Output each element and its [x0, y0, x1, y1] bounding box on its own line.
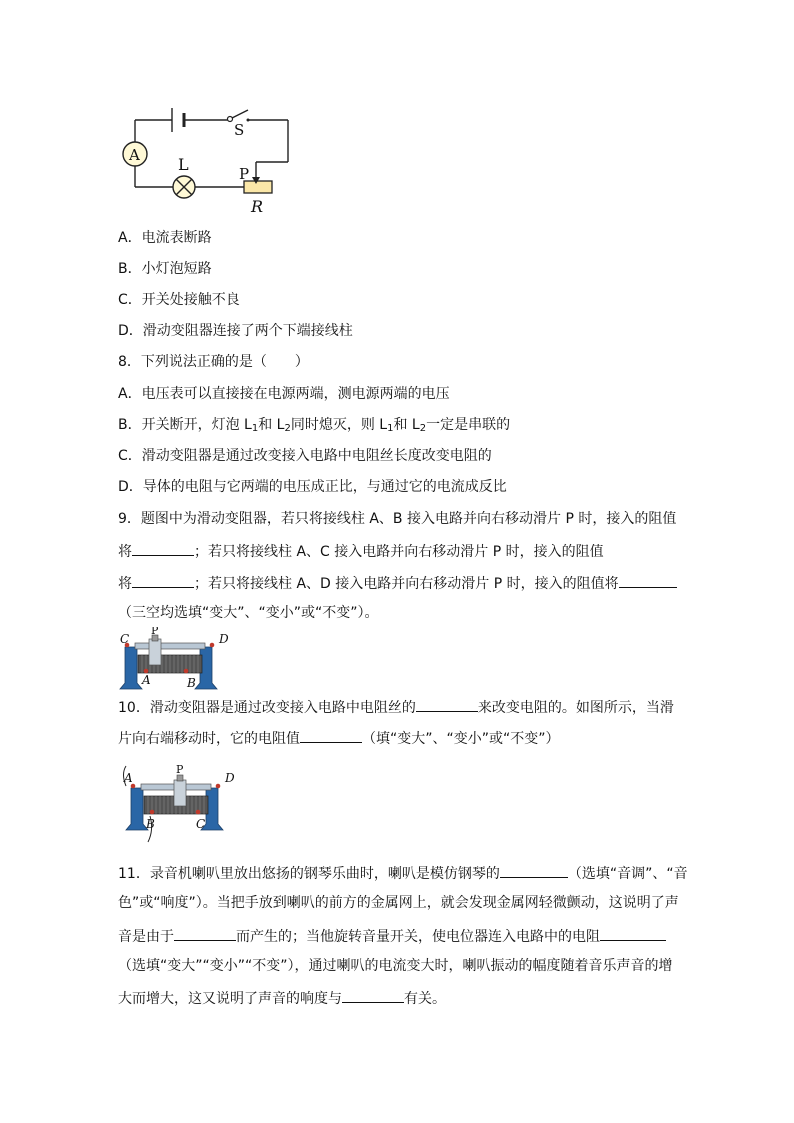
- q11-text: 而产生的；当他旋转音量开关，使电位器连入电路中的电阻: [236, 929, 600, 945]
- q11-text: 有关。: [404, 991, 446, 1007]
- switch-label: S: [234, 121, 245, 139]
- terminal-d-label: D: [225, 771, 235, 785]
- q9-text: 将: [118, 576, 132, 592]
- subscript: 1: [251, 423, 259, 434]
- answer-blank[interactable]: [416, 697, 478, 712]
- answer-blank[interactable]: [619, 573, 677, 588]
- terminal-a-label: A: [142, 673, 151, 687]
- slider-p-label: P: [151, 627, 159, 637]
- q10-text: 10．滑动变阻器是通过改变接入电路中电阻丝的: [118, 700, 416, 716]
- rheostat-figure-q10: [118, 762, 238, 846]
- q7-option-c: C．开关处接触不良: [118, 292, 240, 308]
- rheostat-figure-q9: [118, 627, 238, 691]
- terminal-c-label: C: [120, 632, 130, 646]
- terminal-d-label: D: [219, 632, 229, 646]
- q11-text: （选填“音调”、“音: [567, 866, 688, 882]
- slider-p-label: P: [176, 763, 184, 776]
- q10-line-2: [118, 728, 560, 748]
- q8-b-text: 和 L: [258, 417, 285, 433]
- q9-text: ；若只将接线柱 A、C 接入电路并向右移动滑片 P 时，接入的阻值: [194, 544, 604, 560]
- q8-option-c: C．滑动变阻器是通过改变接入电路中电阻丝长度改变电阻的: [118, 448, 492, 464]
- answer-blank[interactable]: [300, 728, 362, 743]
- circuit-diagram: [115, 95, 300, 220]
- slider-label: P: [239, 165, 250, 183]
- q11-text: 音是由于: [118, 929, 174, 945]
- q8-b-text: B．开关断开，灯泡 L: [118, 417, 252, 433]
- answer-blank[interactable]: [174, 926, 236, 941]
- answer-blank[interactable]: [342, 988, 404, 1003]
- q10-line-1: [118, 697, 674, 717]
- q7-option-a: A．电流表断路: [118, 230, 212, 246]
- q9-line-4: （三空均选填“变大”、“变小”或“不变”）。: [118, 605, 379, 621]
- q7-option-b: B．小灯泡短路: [118, 261, 212, 277]
- q8-b-text: 和 L: [393, 417, 420, 433]
- q11-text: 大而增大，这又说明了声音的响度与: [118, 991, 342, 1007]
- answer-blank[interactable]: [132, 541, 194, 556]
- q10-text: （填“变大”、“变小”或“不变”）: [362, 731, 560, 747]
- q8-b-text: 一定是串联的: [426, 417, 511, 433]
- q9-text: ；若只将接线柱 A、D 接入电路并向右移动滑片 P 时，接入的阻值将: [194, 576, 619, 592]
- subscript: 1: [387, 423, 394, 434]
- q10-text: 片向右端移动时，它的电阻值: [118, 731, 300, 747]
- q11-line-4: （选填“变大”“变小”“不变”），通过喇叭的电流变大时，喇叭振动的幅度随着音乐声音的增: [118, 958, 673, 974]
- terminal-b-label: B: [146, 817, 155, 831]
- q9-line-1: 9．题图中为滑动变阻器，若只将接线柱 A、B 接入电路并向右移动滑片 P 时，接入的阻值: [118, 511, 677, 527]
- resistor-label: R: [251, 197, 264, 216]
- q11-line-5: [118, 988, 446, 1008]
- q10-text: 来改变电阻的。如图所示，当滑: [477, 700, 674, 716]
- terminal-c-label: C: [196, 817, 206, 831]
- answer-blank[interactable]: [132, 573, 194, 588]
- q11-line-3: [118, 926, 666, 946]
- lamp-label: L: [178, 155, 189, 174]
- q11-line-1: [118, 863, 688, 883]
- terminal-a-label: A: [124, 771, 133, 785]
- q8-option-d: D．导体的电阻与它两端的电压成正比，与通过它的电流成反比: [118, 479, 507, 495]
- q7-option-d: D．滑动变阻器连接了两个下端接线柱: [118, 323, 353, 339]
- subscript: 2: [419, 423, 427, 434]
- q9-line-3: [118, 573, 677, 593]
- q8-b-text: 同时熄灭，则 L: [290, 417, 388, 433]
- answer-blank[interactable]: [600, 926, 666, 941]
- q8-stem: 8．下列说法正确的是（ ）: [118, 354, 309, 370]
- q8-option-a: A．电压表可以直接接在电源两端，测电源两端的电压: [118, 386, 450, 402]
- terminal-b-label: B: [187, 676, 196, 690]
- q11-line-2: 色”或“响度”）。当把手放到喇叭的前方的金属网上，就会发现金属网轻微颤动，这说明了声: [118, 895, 679, 911]
- q9-text: 将: [118, 544, 132, 560]
- q8-option-b: [118, 416, 510, 434]
- q11-text: 11．录音机喇叭里放出悠扬的钢琴乐曲时，喇叭是模仿钢琴的: [118, 866, 500, 882]
- ammeter-label: A: [129, 146, 140, 164]
- q9-line-2: [118, 541, 604, 561]
- answer-blank[interactable]: [500, 863, 568, 878]
- switch-contact: [247, 119, 250, 122]
- switch-contact: [228, 117, 233, 122]
- subscript: 2: [284, 423, 291, 434]
